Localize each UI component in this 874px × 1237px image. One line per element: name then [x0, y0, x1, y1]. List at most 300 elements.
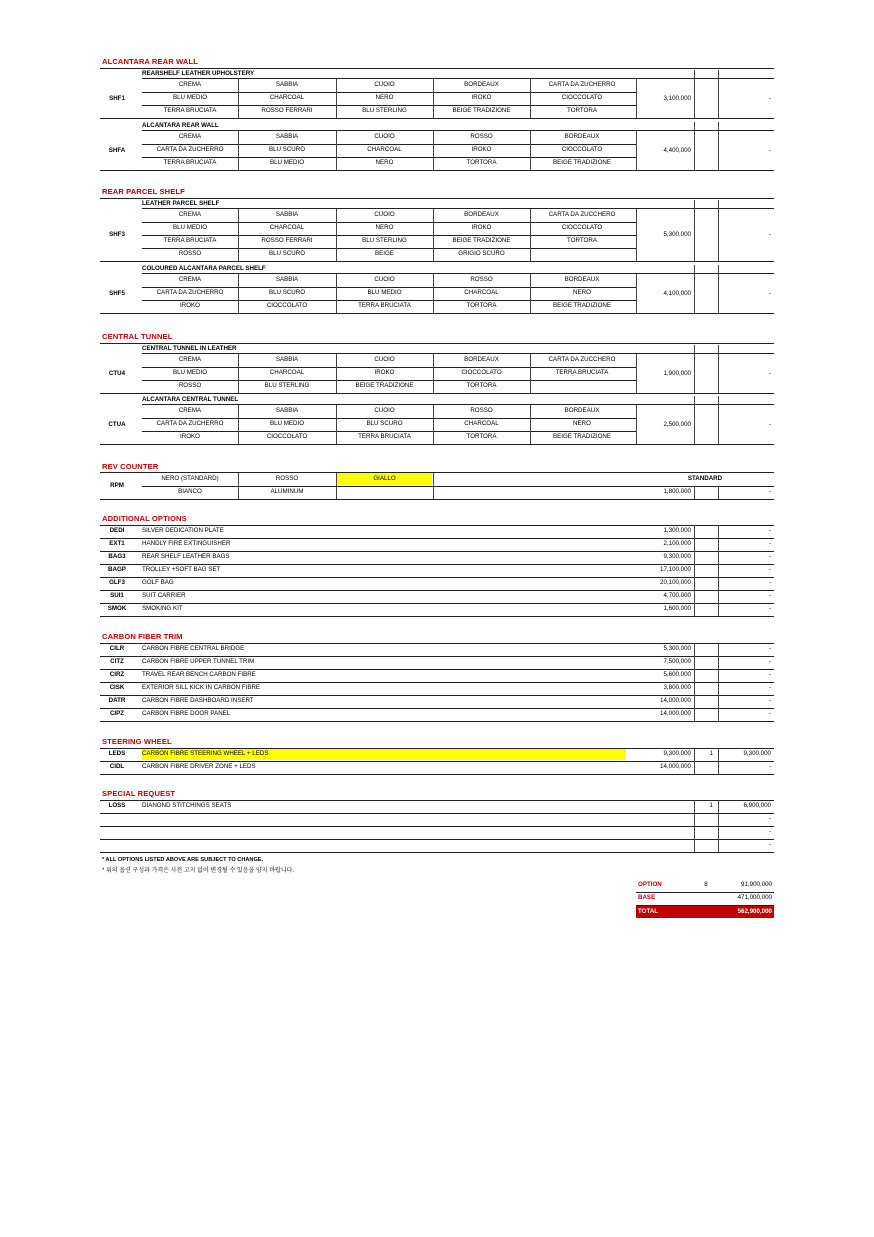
group-bottom-line — [100, 499, 774, 500]
qty-col-line — [718, 708, 719, 721]
color-col-line — [530, 209, 531, 261]
color-option[interactable]: CUOIO — [374, 407, 395, 414]
note-korean: * 위의 옵션 구성과 가격은 사전 고지 없이 변경될 수 있음을 양지 바랍니다. — [102, 868, 295, 874]
color-option[interactable]: CREMA — [178, 133, 202, 140]
row-line — [100, 669, 774, 670]
color-option[interactable]: GIALLO — [373, 475, 396, 482]
color-option[interactable]: NERO — [375, 94, 394, 101]
color-option[interactable]: BORDEAUX — [464, 211, 499, 218]
color-option[interactable]: SABBIA — [275, 211, 299, 218]
color-option[interactable]: CARTA DA ZUCCHERO — [548, 211, 616, 218]
color-option[interactable]: NERO — [573, 289, 591, 296]
color-option[interactable]: CARTA DA ZUCCHERO — [548, 356, 616, 363]
color-option[interactable]: ROSSO — [470, 276, 493, 283]
color-col-line — [433, 209, 434, 261]
option-description[interactable]: SILVER DEDICATION PLATE — [142, 527, 224, 534]
row-line — [100, 708, 774, 709]
option-amount: - — [768, 671, 771, 678]
color-option[interactable]: NERO — [375, 224, 394, 231]
color-option[interactable]: ROSSO — [470, 407, 493, 414]
color-option[interactable]: ROSSO FERRARI — [261, 237, 313, 244]
group-bottom-line — [100, 393, 774, 394]
color-option[interactable]: ROSSO — [178, 250, 202, 257]
color-option[interactable]: CHARCOAL — [464, 289, 499, 296]
color-col-line — [238, 209, 239, 261]
color-option[interactable]: CIOCCOLATO — [266, 433, 308, 440]
option-code: BAGP — [108, 566, 126, 573]
option-price: 14,000,000 — [660, 710, 691, 717]
option-amount: - — [768, 605, 771, 612]
qty-col-line — [718, 590, 719, 603]
row-line — [142, 300, 636, 301]
price-col-line — [694, 345, 695, 393]
row-line — [100, 761, 774, 762]
color-option[interactable]: ROSSO — [470, 133, 493, 140]
row-line — [100, 551, 774, 552]
qty-col-line — [718, 813, 719, 826]
option-code: CTU4 — [108, 369, 126, 377]
color-option[interactable]: CIOCCOLATO — [266, 302, 308, 309]
color-option[interactable]: BLU MEDIO — [172, 94, 208, 101]
color-option[interactable]: CUOIO — [374, 211, 395, 218]
color-option[interactable]: SABBIA — [275, 133, 299, 140]
row-line — [100, 852, 774, 853]
price-col-line — [694, 538, 695, 551]
standard-label: STANDARD — [687, 475, 723, 482]
row-line — [100, 826, 774, 827]
color-option[interactable]: BORDEAUX — [464, 81, 499, 88]
color-option[interactable]: BORDEAUX — [564, 407, 600, 414]
color-option[interactable]: BEIGE — [375, 250, 394, 257]
option-description[interactable]: CARBON FIBRE STEERING WHEEL + LEDS — [142, 750, 269, 757]
section-top-line — [100, 198, 774, 199]
color-option[interactable]: CIOCCOLATO — [461, 369, 502, 376]
option-amount: - — [768, 146, 771, 154]
option-description[interactable]: CARBON FIBRE DRIVER ZONE + LEDS — [142, 763, 256, 770]
option-code: CISK — [109, 684, 125, 691]
color-option[interactable]: TORTORA — [466, 433, 497, 440]
option-code: SMOK — [107, 605, 127, 612]
color-option[interactable]: BLU SCURO — [366, 420, 403, 427]
option-count: 8 — [704, 881, 708, 888]
color-option[interactable]: TORTORA — [466, 382, 497, 389]
option-price: 5,300,000 — [663, 231, 691, 238]
color-option[interactable]: NERO (STANDARD) — [161, 475, 219, 482]
option-amount: - — [768, 369, 771, 377]
group-subtitle: LEATHER PARCEL SHELF — [142, 200, 220, 207]
color-col-line — [433, 131, 434, 170]
option-amount: - — [768, 658, 771, 665]
color-option[interactable]: IROKO — [374, 369, 395, 376]
group-bottom-line — [100, 261, 774, 262]
total-amount: 562,900,000 — [737, 908, 772, 915]
color-option[interactable]: BLU SCURO — [268, 289, 306, 296]
option-amount: - — [768, 289, 771, 297]
subtitle-underline — [142, 208, 774, 209]
summary-line — [636, 892, 774, 893]
qty-col-line — [718, 682, 719, 695]
section-top-line — [100, 472, 774, 473]
row-line — [100, 721, 774, 722]
row-line — [100, 590, 774, 591]
row-line — [142, 144, 636, 145]
price-col-line — [694, 695, 695, 708]
qty-col-line — [718, 564, 719, 577]
color-option[interactable]: SABBIA — [275, 407, 299, 414]
group-subtitle: CENTRAL TUNNEL IN LEATHER — [142, 345, 237, 352]
price-col-line — [694, 643, 695, 656]
color-option[interactable]: SABBIA — [275, 81, 299, 88]
color-option[interactable]: TERRA BRUCIATA — [555, 369, 609, 376]
color-option[interactable]: IROKO — [471, 94, 492, 101]
row-line — [142, 486, 774, 487]
option-amount: - — [768, 553, 771, 560]
qty-col-line — [718, 826, 719, 839]
option-price: 17,100,000 — [660, 566, 691, 573]
color-option[interactable]: CUOIO — [374, 276, 395, 283]
subtitle-underline — [142, 273, 774, 274]
option-description[interactable]: CARBON FIBRE DASHBOARD INSERT — [142, 697, 254, 704]
color-option[interactable]: BLU MEDIO — [367, 289, 402, 296]
option-amount: - — [768, 527, 771, 534]
option-description[interactable]: GOLF BAG — [142, 579, 174, 586]
option-code: CILR — [109, 645, 125, 652]
option-amount: - — [768, 579, 771, 586]
row-line — [100, 538, 774, 539]
price-col-line — [694, 590, 695, 603]
option-total-label: OPTION — [638, 881, 662, 888]
option-code: CTUA — [108, 420, 126, 428]
price-col-line — [694, 122, 695, 170]
color-option[interactable]: CREMA — [178, 81, 202, 88]
price-col-line — [694, 525, 695, 538]
color-option[interactable]: BLU MEDIO — [172, 224, 208, 231]
color-option[interactable]: CUOIO — [374, 81, 395, 88]
color-option[interactable]: ROSSO — [178, 382, 202, 389]
option-amount: - — [768, 645, 771, 652]
price-col-line — [694, 603, 695, 616]
option-description[interactable]: EXTERIOR SILL KICK IN CARBON FIBRE — [142, 684, 261, 691]
section-top-line — [100, 68, 774, 69]
option-description[interactable]: SMOKING KIT — [142, 605, 183, 612]
option-price: 7,500,000 — [663, 658, 691, 665]
color-option[interactable]: TERRA BRUCIATA — [163, 237, 217, 244]
color-option[interactable]: BEIGE TRADIZIONE — [553, 302, 611, 309]
option-amount: - — [768, 231, 771, 238]
row-line — [142, 431, 636, 432]
color-option[interactable]: IROKO — [180, 433, 200, 440]
option-total-amount: 91,900,000 — [741, 881, 772, 888]
color-option[interactable]: CARTA DA ZUCHERRO — [548, 81, 616, 88]
option-price: 1,600,000 — [663, 605, 691, 612]
subtitle-underline — [142, 78, 774, 79]
color-col-line — [336, 79, 337, 118]
color-option[interactable]: ALUMINUM — [270, 488, 304, 495]
qty-col-line — [718, 695, 719, 708]
price-col-line — [694, 708, 695, 721]
color-option[interactable]: TORTORA — [466, 159, 497, 166]
row-line — [142, 222, 636, 223]
color-option[interactable]: BLU SCURO — [268, 250, 306, 257]
option-code: LEDS — [108, 750, 126, 757]
price-col-line — [694, 839, 695, 852]
option-amount: - — [768, 828, 771, 835]
option-code: BAG3 — [108, 553, 126, 560]
section-title-rear-parcel-shelf: REAR PARCEL SHELF — [102, 187, 185, 196]
option-amount: - — [768, 684, 771, 691]
color-option[interactable]: IROKO — [471, 224, 492, 231]
group-subtitle: COLOURED ALCANTARA PARCEL SHELF — [142, 265, 266, 272]
qty-col-line — [718, 839, 719, 852]
qty-col-line — [718, 643, 719, 656]
option-price: 5,600,000 — [663, 671, 691, 678]
qty-col-line — [718, 761, 719, 774]
color-option[interactable]: BEIGE TRADIZIONE — [553, 433, 611, 440]
option-price: 4,100,000 — [663, 289, 691, 297]
option-code: LOSS — [108, 802, 126, 809]
color-option[interactable]: CREMA — [178, 356, 202, 363]
option-description[interactable]: CARBON FIBRE CENTRAL BRIDGE — [142, 645, 245, 652]
color-option[interactable]: TERRA BRUCIATA — [358, 302, 411, 309]
option-amount: - — [768, 697, 771, 704]
option-code: SHF5 — [109, 289, 125, 297]
option-qty: 1 — [709, 802, 713, 809]
option-price: 2,100,000 — [663, 540, 691, 547]
row-line — [142, 248, 636, 249]
price-col-line — [694, 748, 695, 761]
section-title-rev-counter: REV COUNTER — [102, 462, 159, 471]
price-col-line — [694, 551, 695, 564]
option-code: SUI1 — [110, 592, 124, 599]
color-option[interactable]: CIOCCOLATO — [561, 94, 603, 101]
option-amount: - — [768, 710, 771, 717]
subtitle-underline — [142, 353, 774, 354]
color-col-line — [238, 274, 239, 313]
color-option[interactable]: ROSSO — [275, 475, 299, 482]
subtitle-underline — [142, 404, 774, 405]
color-col-line — [433, 354, 434, 393]
price-col-line — [694, 265, 695, 313]
option-price: 3,800,000 — [663, 684, 691, 691]
row-line — [142, 380, 636, 381]
color-col-line — [238, 405, 239, 444]
color-option[interactable]: CHARCOAL — [464, 420, 499, 427]
row-line — [142, 157, 636, 158]
option-code: RPM — [110, 482, 124, 489]
price-col-line — [694, 826, 695, 839]
color-option[interactable]: CREMA — [178, 407, 202, 414]
row-line — [142, 105, 636, 106]
option-amount: - — [768, 420, 771, 428]
base-label: BASE — [638, 894, 656, 901]
price-col-line — [694, 564, 695, 577]
color-option[interactable]: IROKO — [180, 302, 200, 309]
base-amount: 471,000,000 — [737, 894, 772, 901]
color-option[interactable]: CREMA — [178, 211, 202, 218]
color-option[interactable]: BORDEAUX — [464, 356, 499, 363]
qty-col-line — [718, 656, 719, 669]
option-amount: - — [768, 488, 771, 495]
color-option[interactable]: BIANCO — [178, 488, 202, 495]
color-option[interactable]: CARTA DA ZUCHERRO — [156, 146, 224, 153]
qty-col-line — [718, 551, 719, 564]
row-line — [100, 695, 774, 696]
color-option[interactable]: BORDEAUX — [564, 133, 600, 140]
color-option[interactable]: GRIGIO SCURO — [458, 250, 505, 257]
option-price: 1,800,000 — [663, 488, 691, 495]
option-price: 9,300,000 — [663, 553, 691, 560]
color-option[interactable]: SABBIA — [275, 276, 299, 283]
qty-col-line — [718, 577, 719, 590]
color-option[interactable]: CUOIO — [374, 133, 395, 140]
option-code: GLF3 — [109, 579, 125, 586]
price-col-line — [694, 800, 695, 813]
color-option[interactable]: SABBIA — [275, 356, 299, 363]
option-code: EXT1 — [109, 540, 125, 547]
section-title-carbon-fiber-trim: CARBON FIBER TRIM — [102, 632, 183, 641]
option-qty: 1 — [709, 750, 713, 757]
color-option[interactable]: BLU MEDIO — [269, 159, 305, 166]
color-col-line — [336, 274, 337, 313]
option-price: 1,300,000 — [663, 527, 691, 534]
color-option[interactable]: BLU STERLING — [362, 107, 407, 114]
option-description[interactable]: TROLLEY +SOFT BAG SET — [142, 566, 221, 573]
color-option[interactable]: CUOIO — [374, 356, 395, 363]
color-option[interactable]: ROSSO FERRARI — [261, 107, 313, 114]
row-line — [142, 418, 636, 419]
row-line — [100, 564, 774, 565]
color-col-line — [336, 131, 337, 170]
option-amount: 6,900,000 — [743, 802, 771, 809]
option-price: 20,100,000 — [660, 579, 691, 586]
option-description[interactable]: SUIT CARRIER — [142, 592, 186, 599]
color-option[interactable]: CREMA — [178, 276, 202, 283]
color-option[interactable]: CARTA DA ZUCHERRO — [156, 289, 224, 296]
section-title-alcantara-rear-wall: ALCANTARA REAR WALL — [102, 57, 198, 66]
color-option[interactable]: TORTORA — [567, 107, 597, 114]
color-col-line — [433, 274, 434, 313]
option-code: DATR — [108, 697, 126, 704]
color-option[interactable]: TERRA BRUCIATA — [358, 433, 411, 440]
group-bottom-line — [100, 313, 774, 314]
group-subtitle: ALCANTARA REAR WALL — [142, 122, 219, 129]
price-col-line — [694, 70, 695, 118]
total-label: TOTAL — [638, 908, 659, 915]
row-line — [100, 603, 774, 604]
color-col-line — [530, 274, 531, 313]
color-option[interactable]: BEIGE TRADIZIONE — [553, 159, 611, 166]
color-option[interactable]: BEIGE TRADIZIONE — [355, 382, 414, 389]
color-col-line — [433, 405, 434, 444]
color-option[interactable]: CIOCCOLATO — [561, 224, 603, 231]
row-line — [100, 577, 774, 578]
color-col-line — [433, 79, 434, 118]
group-subtitle: REARSHELF LEATHER UPHOLSTERY — [142, 70, 255, 77]
qty-col-line — [718, 525, 719, 538]
color-col-line — [530, 354, 531, 393]
option-description[interactable]: REAR SHELF LEATHER BAGS — [142, 553, 230, 560]
option-code: SHF1 — [109, 94, 125, 102]
option-price: 3,100,000 — [663, 94, 691, 102]
color-option[interactable]: BLU MEDIO — [269, 420, 305, 427]
group-bottom-line — [100, 170, 774, 171]
color-col-line — [530, 79, 531, 118]
option-description[interactable]: CARBON FIBRE DOOR PANEL — [142, 710, 231, 717]
color-option[interactable]: CHARCOAL — [269, 369, 305, 376]
option-price: 2,500,000 — [663, 420, 691, 428]
row-line — [100, 616, 774, 617]
color-option[interactable]: TERRA BRUCIATA — [163, 107, 217, 114]
price-col-line — [694, 813, 695, 826]
option-description[interactable]: CARBON FIBRE UPPER TUNNEL TRIM — [142, 658, 255, 665]
color-option[interactable]: BLU STERLING — [264, 382, 310, 389]
option-price: 5,300,000 — [663, 645, 691, 652]
color-option[interactable]: BLU SCURO — [268, 146, 306, 153]
price-col-line — [694, 761, 695, 774]
section-top-line — [100, 343, 774, 344]
color-option[interactable]: BEIGE TRADIZIONE — [452, 107, 511, 114]
option-amount: - — [768, 815, 771, 822]
color-col-line — [336, 354, 337, 393]
option-description[interactable]: HANDLY FIRE EXTINGUISHER — [142, 540, 231, 547]
row-line — [100, 839, 774, 840]
color-option[interactable]: IROKO — [471, 146, 492, 153]
option-price: 9,300,000 — [663, 750, 691, 757]
qty-col-line — [718, 603, 719, 616]
option-amount: - — [768, 592, 771, 599]
option-description[interactable]: DIANOND STITCHINGS SEATS — [142, 802, 232, 809]
color-col-line — [336, 405, 337, 444]
section-top-line — [100, 800, 774, 801]
color-option[interactable]: TORTORA — [567, 237, 597, 244]
color-option[interactable]: CHARCOAL — [269, 94, 305, 101]
color-col-line — [238, 79, 239, 118]
option-code: SHFA — [108, 146, 126, 154]
option-price: 4,700,000 — [663, 592, 691, 599]
row-line — [100, 813, 774, 814]
color-option[interactable]: BLU MEDIO — [172, 369, 208, 376]
color-option[interactable]: BORDEAUX — [564, 276, 600, 283]
section-title-special-request: SPECIAL REQUEST — [102, 789, 176, 798]
price-col-line — [694, 682, 695, 695]
color-option[interactable]: NERO — [573, 420, 591, 427]
option-amount: - — [768, 566, 771, 573]
option-code: CIDL — [109, 763, 125, 770]
color-col-line — [238, 354, 239, 393]
row-line — [100, 774, 774, 775]
option-code: CITZ — [110, 658, 124, 665]
color-option[interactable]: CARTA DA ZUCHERRO — [156, 420, 224, 427]
color-option[interactable]: TORTORA — [466, 302, 497, 309]
color-option[interactable]: CIOCCOLATO — [561, 146, 603, 153]
option-description[interactable]: TRAVEL REAR BENCH CARBON FIBRE — [142, 671, 256, 678]
section-top-line — [100, 643, 774, 644]
option-code: SHF3 — [109, 231, 125, 238]
option-amount: - — [768, 763, 771, 770]
color-option[interactable]: TERRA BRUCIATA — [163, 159, 217, 166]
color-col-line — [530, 405, 531, 444]
section-title-additional-options: ADDITIONAL OPTIONS — [102, 514, 187, 523]
option-price: 1,900,000 — [663, 369, 691, 377]
color-option[interactable]: NERO — [375, 159, 394, 166]
color-option[interactable]: BLU STERLING — [362, 237, 407, 244]
option-amount: - — [768, 94, 771, 102]
color-option[interactable]: CHARCOAL — [367, 146, 402, 153]
color-option[interactable]: BEIGE TRADIZIONE — [452, 237, 511, 244]
color-option[interactable]: CHARCOAL — [269, 224, 305, 231]
section-top-line — [100, 525, 774, 526]
price-col-line — [694, 486, 695, 499]
